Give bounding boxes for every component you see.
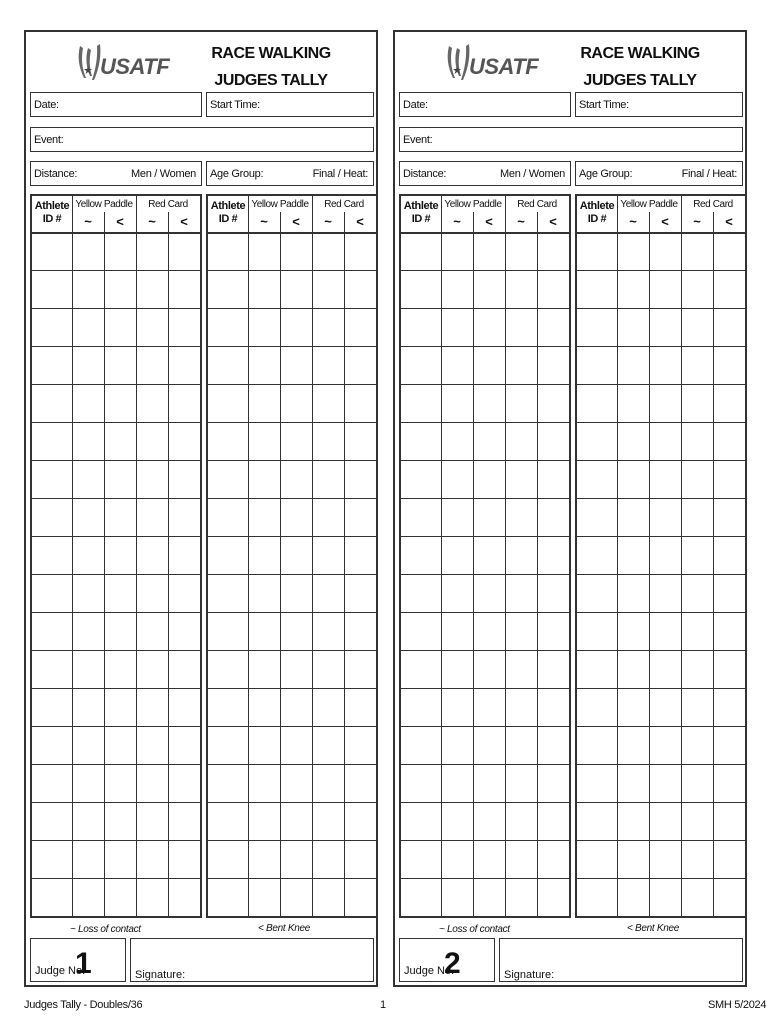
judge-number: 1: [75, 947, 92, 980]
date-label: Date:: [403, 99, 428, 111]
form-title: [565, 40, 715, 94]
row-divider: [577, 726, 745, 727]
row-divider: [32, 612, 200, 613]
column-divider: [713, 212, 714, 916]
row-divider: [208, 650, 376, 651]
yellow-bent-knee-header: <: [485, 214, 493, 229]
red-card-header: Red Card: [517, 199, 557, 210]
red-loss-of-contact-header: ~: [148, 214, 156, 229]
column-divider: [681, 196, 682, 916]
row-divider: [32, 536, 200, 537]
distance-field[interactable]: [30, 161, 202, 186]
row-divider: [401, 384, 569, 385]
row-divider: [208, 840, 376, 841]
row-divider: [32, 422, 200, 423]
red-card-header: Red Card: [324, 199, 364, 210]
row-divider: [32, 498, 200, 499]
title-line-2: JUDGES TALLY: [583, 72, 697, 89]
group-header-divider: [72, 212, 200, 213]
form-code: Judges Tally - Doubles/36: [24, 999, 143, 1011]
header-bottom-line: [401, 232, 569, 234]
row-divider: [32, 688, 200, 689]
date-label: Date:: [34, 99, 59, 111]
judge-number-box: [399, 938, 495, 982]
row-divider: [208, 726, 376, 727]
judge-label: Judge No.: [35, 965, 86, 977]
distance-label: Distance:: [403, 168, 447, 180]
start-time-label: Start Time:: [579, 99, 629, 111]
start-time-field[interactable]: [575, 92, 743, 117]
row-divider: [208, 498, 376, 499]
start-time-field[interactable]: [206, 92, 374, 117]
column-divider: [104, 212, 105, 916]
tally-sheet-judge-2: [393, 30, 747, 987]
row-divider: [401, 612, 569, 613]
row-divider: [577, 764, 745, 765]
signature-box[interactable]: [499, 938, 743, 982]
row-divider: [32, 574, 200, 575]
judge-number-box: [30, 938, 126, 982]
row-divider: [208, 536, 376, 537]
signature-label: Signature:: [504, 969, 555, 981]
row-divider: [208, 574, 376, 575]
yellow-bent-knee-header: <: [116, 214, 124, 229]
id-label: ID #: [218, 213, 238, 225]
row-divider: [401, 764, 569, 765]
form-title: [196, 40, 346, 94]
row-divider: [401, 308, 569, 309]
row-divider: [401, 802, 569, 803]
column-divider: [248, 196, 249, 916]
row-divider: [401, 688, 569, 689]
column-divider: [649, 212, 650, 916]
header-bottom-line: [208, 232, 376, 234]
row-divider: [32, 764, 200, 765]
tally-table-right: [575, 194, 747, 918]
title-line-1: RACE WALKING: [211, 45, 331, 62]
row-divider: [32, 460, 200, 461]
row-divider: [401, 650, 569, 651]
column-divider: [280, 212, 281, 916]
page-number: 1: [380, 999, 386, 1011]
yellow-paddle-header: Yellow Paddle: [251, 199, 309, 210]
row-divider: [577, 536, 745, 537]
athlete-label: Athlete: [34, 200, 70, 212]
yellow-bent-knee-header: <: [661, 214, 669, 229]
tally-table-right: [206, 194, 378, 918]
row-divider: [208, 688, 376, 689]
row-divider: [208, 270, 376, 271]
athlete-id-header: [577, 200, 617, 226]
row-divider: [577, 384, 745, 385]
group-header-divider: [441, 212, 569, 213]
red-loss-of-contact-header: ~: [517, 214, 525, 229]
column-divider: [72, 196, 73, 916]
row-divider: [208, 384, 376, 385]
athlete-id-header: [401, 200, 441, 226]
row-divider: [401, 460, 569, 461]
age-group-label: Age Group:: [210, 168, 264, 180]
column-divider: [168, 212, 169, 916]
column-divider: [441, 196, 442, 916]
row-divider: [208, 346, 376, 347]
final-heat-label: Final / Heat:: [312, 168, 368, 180]
row-divider: [32, 270, 200, 271]
column-divider: [136, 196, 137, 916]
yellow-bent-knee-header: <: [292, 214, 300, 229]
athlete-label: Athlete: [579, 200, 615, 212]
column-divider: [617, 196, 618, 916]
event-label: Event:: [34, 134, 64, 146]
loss-of-contact-legend: ~ Loss of contact: [70, 924, 141, 935]
row-divider: [577, 650, 745, 651]
red-card-header: Red Card: [693, 199, 733, 210]
row-divider: [32, 840, 200, 841]
row-divider: [32, 650, 200, 651]
tally-sheet-judge-1: [24, 30, 378, 987]
row-divider: [577, 878, 745, 879]
judge-label: Judge No.: [404, 965, 455, 977]
athlete-id-header: [208, 200, 248, 226]
tally-table-left: [30, 194, 202, 918]
usatf-logo: [74, 42, 170, 84]
group-header-divider: [248, 212, 376, 213]
row-divider: [401, 878, 569, 879]
row-divider: [32, 726, 200, 727]
logo-text: USATF: [469, 54, 539, 79]
group-header-divider: [617, 212, 745, 213]
red-loss-of-contact-header: ~: [693, 214, 701, 229]
athlete-label: Athlete: [210, 200, 246, 212]
distance-label: Distance:: [34, 168, 78, 180]
row-divider: [577, 802, 745, 803]
row-divider: [208, 764, 376, 765]
row-divider: [401, 726, 569, 727]
age-group-field[interactable]: [206, 161, 374, 186]
yellow-loss-of-contact-header: ~: [84, 214, 92, 229]
row-divider: [208, 308, 376, 309]
column-divider: [473, 212, 474, 916]
distance-field[interactable]: [399, 161, 571, 186]
red-bent-knee-header: <: [180, 214, 188, 229]
row-divider: [401, 270, 569, 271]
row-divider: [577, 308, 745, 309]
column-divider: [312, 196, 313, 916]
row-divider: [32, 802, 200, 803]
signature-label: Signature:: [135, 969, 186, 981]
red-bent-knee-header: <: [725, 214, 733, 229]
row-divider: [208, 878, 376, 879]
row-divider: [32, 308, 200, 309]
row-divider: [401, 574, 569, 575]
row-divider: [577, 612, 745, 613]
date-field[interactable]: [30, 92, 202, 117]
row-divider: [401, 346, 569, 347]
id-label: ID #: [42, 213, 62, 225]
row-divider: [401, 498, 569, 499]
column-divider: [537, 212, 538, 916]
event-label: Event:: [403, 134, 433, 146]
row-divider: [32, 878, 200, 879]
column-divider: [344, 212, 345, 916]
loss-of-contact-legend: ~ Loss of contact: [439, 924, 510, 935]
yellow-loss-of-contact-header: ~: [453, 214, 461, 229]
athlete-id-header: [32, 200, 72, 226]
event-field[interactable]: [30, 127, 374, 152]
row-divider: [577, 346, 745, 347]
judge-number: 2: [444, 947, 461, 980]
men-women-label: Men / Women: [131, 168, 196, 180]
event-field[interactable]: [399, 127, 743, 152]
bent-knee-legend: < Bent Knee: [627, 923, 680, 934]
row-divider: [577, 270, 745, 271]
row-divider: [401, 840, 569, 841]
usatf-logo: [443, 42, 539, 84]
header-bottom-line: [577, 232, 745, 234]
row-divider: [401, 536, 569, 537]
row-divider: [577, 840, 745, 841]
revision-date: SMH 5/2024: [708, 999, 767, 1011]
tally-table-left: [399, 194, 571, 918]
row-divider: [577, 422, 745, 423]
signature-box[interactable]: [130, 938, 374, 982]
date-field[interactable]: [399, 92, 571, 117]
id-label: ID #: [411, 213, 431, 225]
row-divider: [577, 498, 745, 499]
row-divider: [208, 422, 376, 423]
age-group-field[interactable]: [575, 161, 743, 186]
yellow-loss-of-contact-header: ~: [260, 214, 268, 229]
yellow-paddle-header: Yellow Paddle: [75, 199, 133, 210]
row-divider: [577, 460, 745, 461]
red-card-header: Red Card: [148, 199, 188, 210]
athlete-label: Athlete: [403, 200, 439, 212]
title-line-1: RACE WALKING: [580, 45, 700, 62]
row-divider: [208, 460, 376, 461]
row-divider: [401, 422, 569, 423]
row-divider: [208, 802, 376, 803]
row-divider: [32, 346, 200, 347]
yellow-paddle-header: Yellow Paddle: [444, 199, 502, 210]
yellow-paddle-header: Yellow Paddle: [620, 199, 678, 210]
yellow-loss-of-contact-header: ~: [629, 214, 637, 229]
red-bent-knee-header: <: [549, 214, 557, 229]
row-divider: [32, 384, 200, 385]
title-line-2: JUDGES TALLY: [214, 72, 328, 89]
red-bent-knee-header: <: [356, 214, 364, 229]
red-loss-of-contact-header: ~: [324, 214, 332, 229]
final-heat-label: Final / Heat:: [681, 168, 737, 180]
row-divider: [577, 574, 745, 575]
start-time-label: Start Time:: [210, 99, 260, 111]
age-group-label: Age Group:: [579, 168, 633, 180]
id-label: ID #: [587, 213, 607, 225]
men-women-label: Men / Women: [500, 168, 565, 180]
header-bottom-line: [32, 232, 200, 234]
bent-knee-legend: < Bent Knee: [258, 923, 311, 934]
row-divider: [577, 688, 745, 689]
row-divider: [208, 612, 376, 613]
column-divider: [505, 196, 506, 916]
logo-text: USATF: [100, 54, 170, 79]
